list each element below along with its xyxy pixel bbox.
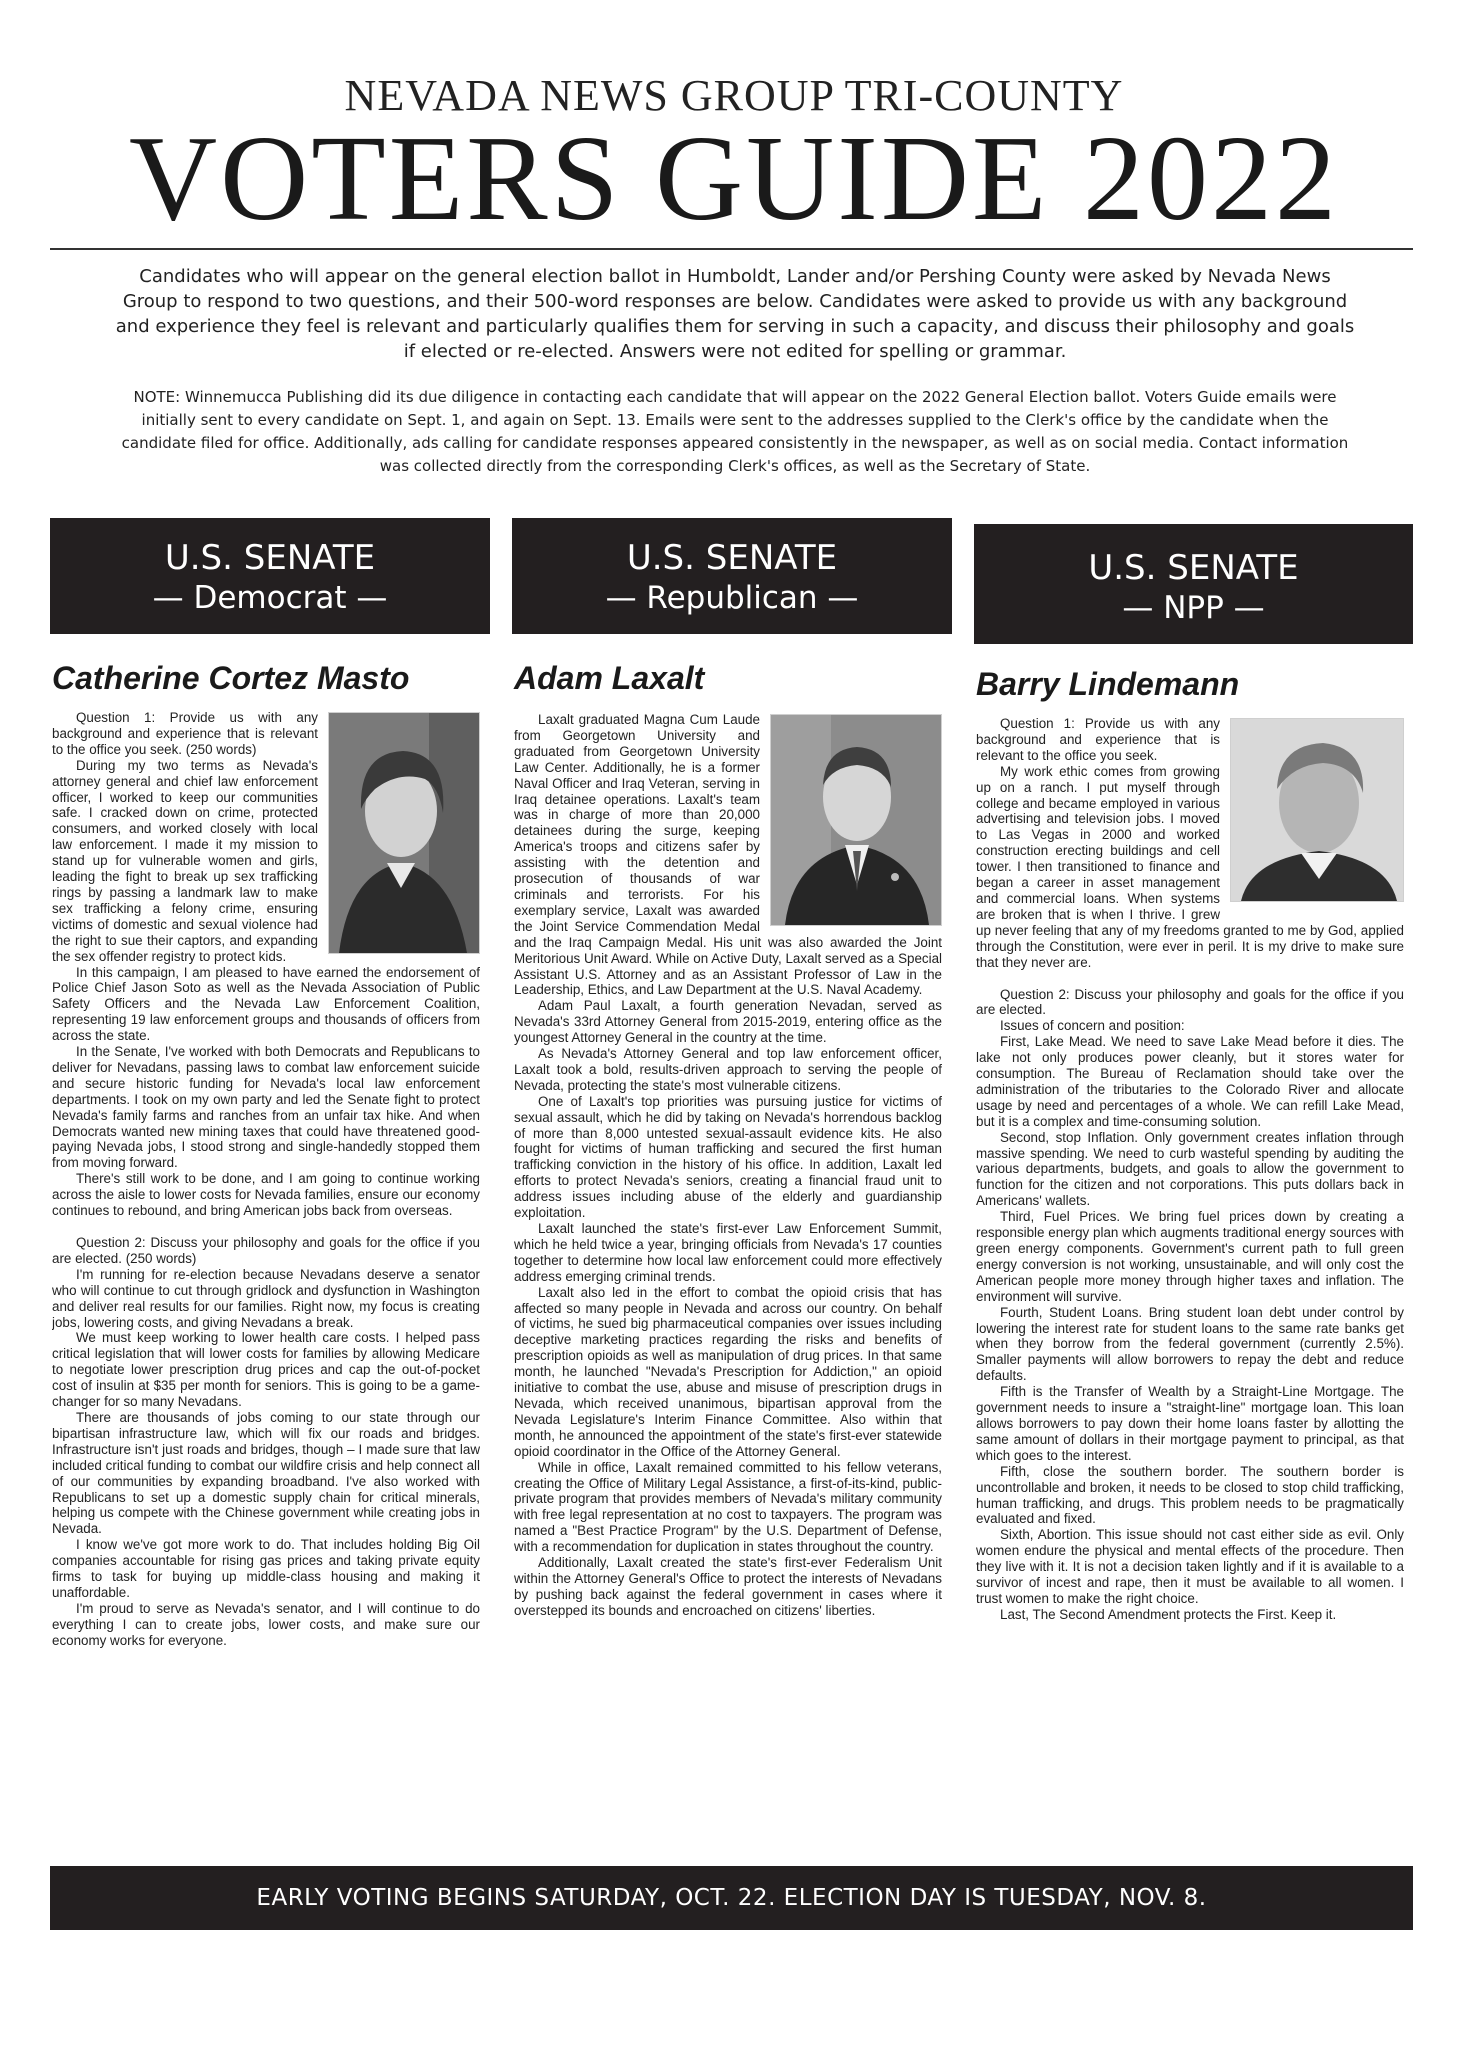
answer-paragraph: Fourth, Student Loans. Bring student loan debt under control by lowering the interest rate for student loans to the same rate banks get when they borrow from the federal government (currently 2.5%). Smaller payments will allow borrowers to repay the debt and reduce defaults. (976, 1304, 1404, 1384)
office-title: U.S. SENATE (626, 538, 838, 578)
answer-paragraph: There are thousands of jobs coming to our state through our bipartisan infrastructure law, which will fix our roads and bridges. Infrastructure isn't just roads and bridges, though – I made sure that law included critical funding to combat our wildfire crisis and help connect all of our communities by expanding broadband. I've also worked with Republicans to set up a domestic supply chain for critical minerals, helping us compete with the Chinese government while creating jobs in Nevada. (52, 1409, 480, 1537)
party-label: — NPP — (1122, 590, 1265, 626)
answer-paragraph: Third, Fuel Prices. We bring fuel prices down by creating a responsible energy plan which augments traditional energy sources with green energy components. Government's current path to full green energy conversion is not working, unsustainable, and will only cost the American people more money through higher taxes and inflation. The environment will survive. (976, 1209, 1404, 1304)
answer-paragraph: Fifth, close the southern border. The southern border is uncontrollable and broken, it needs to be closed to stop child trafficking, human trafficking, and drugs. This problem needs to be pragmatically evaluated and fixed. (976, 1463, 1404, 1527)
column-democrat (52, 710, 480, 1800)
portrait-icon (771, 715, 941, 925)
candidate-photo (328, 712, 480, 954)
column-npp (976, 716, 1404, 1806)
answer-paragraph: Laxalt also led in the effort to combat the opioid crisis that has affected so many people in Nevada and across our country. On behalf of victims, he sued big pharmaceutical companies over issues including deceptive marketing practices regarding the risks and benefits of prescription opioids as well as manipulation of drug prices. In that same month, he launched "Nevada's Prescription for Addiction," an opioid initiative to combat the use, abuse and misuse of prescription drugs in Nevada, which received unanimous, bipartisan approval from the Nevada Legislature's Interim Finance Committee. Also within that month, he announced the appointment of the state's first-ever statewide opioid coordinator in the Office of the Attorney General. (514, 1284, 942, 1459)
office-title: U.S. SENATE (1088, 548, 1299, 588)
answer-paragraph: There's still work to be done, and I am going to continue working across the aisle to lower costs for Nevada families, ensure our economy continues to rebound, and bring American jobs back from overseas. (52, 1171, 480, 1219)
answer-paragraph: Laxalt graduated Magna Cum Laude from Georgetown University and graduated from Georgetown University Law Center. Additionally, he is a former Naval Officer and Iraq Veteran, serving in Iraq detainee operations. Laxalt's team was in charge of more than 20,000 detainees during the surge, keeping America's troops and citizens safer by assisting with the detention and prosecution of thousands of war criminals and terrorists. For his exemplary service, Laxalt was awarded the Joint Service Commendation Medal and the Iraq Campaign Medal. His unit was also awarded the Joint Meritorious Unit Award. While on Active Duty, Laxalt served as a Special Assistant U.S. Attorney and as an Assistant Professor of Law in the Leadership, Ethics, and Law Department at the U.S. Naval Academy. (514, 712, 942, 998)
answer-paragraph: Fifth is the Transfer of Wealth by a Straight-Line Mortgage. The government needs to insure a "straight-line" mortgage loan. This loan allows borrowers to pay down their home loans faster by allotting the same amount of dollars in their mortgage payment to principal, as that which goes to the interest. (976, 1384, 1404, 1463)
answer-paragraph: In this campaign, I am pleased to have earned the endorsement of Police Chief Jason Soto as well as the Nevada Association of Public Safety Officers and the Nevada Law Enforcement Coalition, representing 19 law enforcement groups and thousands of officers from across the state. (52, 964, 480, 1044)
candidate-name-cortez-masto: Catherine Cortez Masto (52, 660, 410, 696)
masthead-title: VOTERS GUIDE 2022 (129, 111, 1339, 246)
answer-paragraph: Second, stop Inflation. Only government creates inflation through massive spending. We need to curb wasteful spending by auditing the various departments, budgets, and goals to allow the government to function for the citizen and not corporations. This puts dollars back in Americans' wallets. (976, 1129, 1404, 1209)
candidate-name-lindemann: Barry Lindemann (976, 666, 1240, 702)
note-paragraph: NOTE: Winnemucca Publishing did its due diligence in contacting each candidate that will appear on the 2022 General Election ballot. Voters Guide emails were initially sent to every candidate on Sept. 1, and again on Sept. 13. Emails were sent to the addresses supplied to the Clerk's office by the candidate when the candidate filed for office. Additionally, ads calling for candidate responses appeared consistently in the newspaper, as well as on social media. Contact information was collected directly from the corresponding Clerk's offices, as well as the Secretary of State. (121, 388, 1349, 475)
answer-paragraph: I'm running for re-election because Nevadans deserve a senator who will continue to cut through gridlock and dysfunction in Washington and deliver real results for our families. Right now, my focus is creating jobs, lowering costs, and giving Nevadans a break. (52, 1266, 480, 1330)
party-label: — Republican — (605, 580, 859, 616)
answer-paragraph: I'm proud to serve as Nevada's senator, and I will continue to do everything I can to create jobs, lower costs, and make sure our economy works for everyone. (52, 1600, 480, 1648)
npp-header-box (974, 524, 1413, 644)
answer-paragraph: Laxalt launched the state's first-ever Law Enforcement Summit, which he held twice a year, bringing officials from Nevada's 17 counties together to determine how local law enforcement could more effectively address emerging criminal trends. (514, 1221, 942, 1284)
column-republican (514, 712, 942, 1802)
answer-paragraph: First, Lake Mead. We need to save Lake Mead before it dies. The lake not only produces power cleanly, but it stores water for consumption. The Bureau of Reclamation should take over the administration of the tributaries to the Colorado River and allocate usage by need and percentages of a whole. We can refill Lake Mead, but it is a complex and time-consuming solution. (976, 1034, 1404, 1129)
question-paragraph: Question 1: Provide us with any background and experience that is relevant to the office you seek. (976, 716, 1220, 763)
answer-paragraph: One of Laxalt's top priorities was pursuing justice for victims of sexual assault, which he did by taking on Nevada's horrendous backlog of more than 8,000 untested sexual-assault evidence kits. He also fought for victims of human trafficking and secured the first human trafficking conviction in the history of his office. In addition, Laxalt led efforts to protect Nevada's seniors, creating a financial fraud unit to address issues including abuse of the elderly and guardianship exploitation. (514, 1093, 942, 1221)
answer-paragraph: During my two terms as Nevada's attorney general and chief law enforcement officer, I worked to keep our communities safe. I cracked down on crime, protected consumers, and worked closely with local law enforcement. I made it my mission to stand up for vulnerable women and girls, leading the fight to break up sex trafficking rings by passing a landmark law to make sex trafficking a felony crime, ensuring victims of domestic and sexual violence had the right to sue their captors, and expanding the sex offender registry to protect kids. (52, 757, 318, 964)
portrait-icon (329, 713, 479, 953)
masthead-rule (50, 248, 1413, 250)
answer-paragraph: Additionally, Laxalt created the state's first-ever Federalism Unit within the Attorney General's Office to protect the interests of Nevadans by pushing back against the federal government in cases where it overstepped its bounds and encroached on citizens' liberties. (514, 1555, 942, 1618)
answer-paragraph: In the Senate, I've worked with both Democrats and Republicans to deliver for Nevadans, passing laws to combat law enforcement suicide and secure historic funding for Nevada's local law enforcement departments. I took on my own party and led the Senate fight to protect Nevada's family farms and ranches from an unfair tax hike. And when Democrats wanted new mining taxes that could have threatened good-paying Nevada jobs, I stood strong and single-handedly stopped them from moving forward. (52, 1044, 480, 1171)
answer-paragraph: We must keep working to lower health care costs. I helped pass critical legislation that will lower costs for families by allowing Medicare to negotiate lower prescription drug prices and cap the out-of-pocket cost of insulin at $35 per month for seniors. This is going to be a game-changer for so many Nevadans. (52, 1330, 480, 1410)
question-paragraph: Question 2: Discuss your philosophy and goals for the office if you are elected. (250 words) (52, 1235, 480, 1266)
candidate-name-laxalt: Adam Laxalt (514, 660, 705, 696)
party-label: — Democrat — (152, 580, 388, 616)
answer-paragraph: Adam Paul Laxalt, a fourth generation Nevadan, served as Nevada's 33rd Attorney General from 2015-2019, entering office as the youngest Attorney General in the country at the time. (514, 998, 942, 1046)
portrait-icon (1231, 719, 1403, 901)
masthead-kicker: NEVADA NEWS GROUP TRI-COUNTY (344, 71, 1124, 120)
question-paragraph: Question 2: Discuss your philosophy and goals for the office if you are elected. (976, 986, 1404, 1018)
early-voting-banner: EARLY VOTING BEGINS SATURDAY, OCT. 22. ELECTION DAY IS TUESDAY, NOV. 8. (50, 1866, 1413, 1930)
candidate-photo (1230, 718, 1404, 902)
answer-paragraph: As Nevada's Attorney General and top law enforcement officer, Laxalt took a bold, results-driven approach to serving the people of Nevada, protecting the state's most vulnerable citizens. (514, 1046, 942, 1093)
candidate-photo (770, 714, 942, 926)
answer-paragraph: Sixth, Abortion. This issue should not cast either side as evil. Only women endure the physical and mental effects of the procedure. Then they live with it. It is not a decision taken lightly and if it is available to a survivor of incest and rape, then it must be available to all women. I trust women to make the right choice. (976, 1527, 1404, 1606)
republican-header-box (512, 518, 952, 634)
answer-paragraph: Question 1: Provide us with any background and experience that is relevant to the office you seek. (250 words) (52, 710, 318, 757)
office-title: U.S. SENATE (164, 538, 376, 578)
answer-paragraph: I know we've got more work to do. That includes holding Big Oil companies accountable for rising gas prices and taking private equity firms to task for buying up middle-class housing and making it unaffordable. (52, 1537, 480, 1600)
democrat-header-box (50, 518, 490, 634)
answer-paragraph: Issues of concern and position: (1000, 1018, 1185, 1034)
answer-paragraph: My work ethic comes from growing up on a ranch. I put myself through college and became employed in various advertising and television jobs. I moved to Las Vegas in 2000 and worked construction erecting buildings and cell tower. I then transitioned to finance and began a career in asset management and commercial loans. When systems are broken that is when I thrive. I grew up never feeling that any of my freedoms granted to me by God, applied through the Constitution, were ever in peril. It is my drive to make sure that they never are. (976, 763, 1404, 970)
intro-paragraph: Candidates who will appear on the general election ballot in Humboldt, Lander and/or Pershing County were asked by Nevada News Group to respond to two questions, and their 500-word responses are below. Candidates were asked to provide us with any background and experience they feel is relevant and particularly qualifies them for serving in such a capacity, and discuss their philosophy and goals if elected or re-elected. Answers were not edited for spelling or grammar. (115, 266, 1355, 362)
answer-paragraph: While in office, Laxalt remained committed to his fellow veterans, creating the Office of Military Legal Assistance, a first-of-its-kind, public-private program that provides members of Nevada's military community with free legal representation at no cost to taxpayers. The program was named a "Best Practice Program" by the U.S. Department of Defense, with a recommendation for duplication in states throughout the country. (514, 1459, 942, 1555)
answer-paragraph: Last, The Second Amendment protects the First. Keep it. (1000, 1606, 1337, 1622)
